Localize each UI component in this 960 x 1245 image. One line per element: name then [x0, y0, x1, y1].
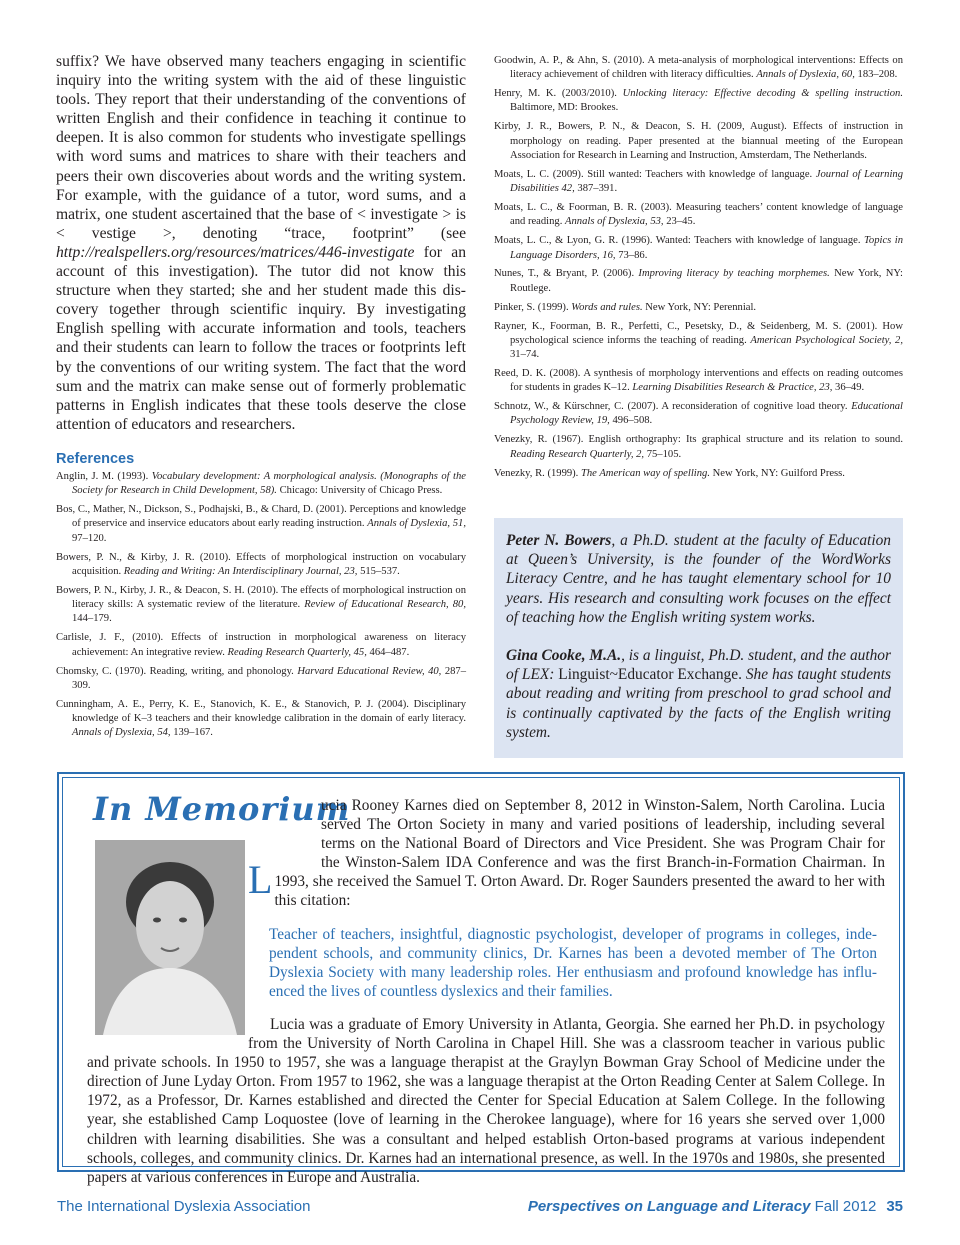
title-spacer: [87, 796, 321, 861]
award-citation-quote: Teacher of teachers, insightful, diagnostic psychologist, developer of programs in colleges, independent schools, and community clinics, Dr. Karnes has been a devoted member of The Orton Dyslexia Society with many leadership roles. Her enthusiasm and profound knowledge has influenced the lives of countless dyslexics and their families.: [269, 925, 877, 1000]
reference-item: Chomsky, C. (1970). Reading, writing, and phonology. Harvard Educational Review, 40, 287–309.: [56, 665, 467, 691]
memoriam-title: In Memorium: [93, 790, 351, 828]
reference-item: Carlisle, J. F., (2010). Effects of instruction in morphological awareness on literacy achievement: An integrative review. Reading Research Quarterly, 45, 464–487.: [56, 632, 466, 658]
author-name: Gina Cooke, M.A.: [506, 647, 622, 665]
page-number: 35: [886, 1198, 903, 1215]
investigation-url[interactable]: http://realspellers.org/resources/matrices/446-investigate: [56, 243, 415, 261]
article-body-text: [56, 52, 466, 434]
reference-item: Moats, L. C. (2009). Still wanted: Teachers with knowledge of language. Journal of Learning Disabilities 42, 387–391.: [494, 168, 904, 195]
memoriam-paragraph-2: Lucia was a graduate of Emory University in Atlanta, Georgia. She earned her Ph.D. in psychology from the University of North Carolina in Chapel Hill. She was a classroom teacher in various public and private schools. In 1950 to 1957, she was a language therapist at the Graylyn Bowman Gray School of Medicine under the direction of June Lyday Orton. From 1957 to 1962, she was a language therapist at the Orton Reading Center at Salem College. In 1972, as a Professor, Dr. Karnes established and directed the Center for Special Education at Salem College. In the following year, she established Camp Loquostee (love of learning in the Cherokee language), where for 16 years she served over 1,000 children with learning disabilities. She was a consultant and helped establish Orton-based programs at various independent schools, colleges, and community clinics. Dr. Karnes had an international presence, as well. In the 1970s and 1980s, she presented papers at various conferences in Europe and Australia.: [87, 1015, 885, 1186]
author-name: Peter N. Bowers: [506, 532, 612, 549]
footer-issue: Fall 2012: [814, 1198, 877, 1215]
drop-cap: L: [248, 857, 273, 902]
reference-item: Reed, D. K. (2008). A synthesis of morphology interventions and effects on reading outcomes for students in grades K–12. Learning Disabilities Research & Practice, 23, 36–49.: [494, 367, 903, 394]
in-memoriam-box: [57, 772, 905, 1186]
reference-item: Goodwin, A. P., & Ahn, S. (2010). A meta-analysis of morphological interventions: Effects on literacy achievement of children with literacy difficulties. Annals of Dyslexia, 60, 183–208.: [494, 55, 903, 81]
memoriam-paragraph-1: L ucia Rooney Karnes died on September 8, 2012 in Winston-Salem, North Carolina. Lucia served The Orton Society in many and varied positions of leadership, including several terms on the National Board of Directors and Vice President. She was Program Chair for the Winston-Salem IDA Conference and was the first Branch-in-Formation Chairman. In 1993, she received the Samuel T. Orton Award. Dr. Roger Saunders presented the award to her with this citation:: [248, 797, 885, 910]
references-list-left: [56, 470, 466, 745]
footer-publication: Perspectives on Language and Literacy: [527, 1198, 811, 1215]
reference-item: Anglin, J. M. (1993). Vocabulary development: A morphological analysis. (Monographs of the Society for Research in Child Development, 58). Chicago: University of Chicago Press.: [56, 471, 466, 497]
reference-item: Bowers, P. N., & Kirby, J. R. (2010). Effects of morphological instruction on vocabulary acquisition. Reading and Writing: An Interdisciplinary Journal, 23, 515–537.: [56, 551, 466, 577]
reference-item: Pinker, S. (1999). Words and rules. New York, NY: Perennial.: [494, 301, 757, 313]
reference-item: Schnotz, W., & Kürschner, C. (2007). A reconsideration of cognitive load theory. Educational Psychology Review, 19, 496–508.: [494, 401, 903, 427]
footer-organization: The International Dyslexia Association: [57, 1198, 311, 1215]
body-text-part2: for an account of this investigation). The tutor did not know this structure when they started; she and her student made this discovery together through scientific inquiry. By investigating English spelling with accurate information and tools, teachers and their students can learn to follow the traces or footprints left by the conventions of our writing system. The fact that the word sum and the matrix can make sense out of formerly problematic patterns in English indicates that these tools deserve the close attention of educators and researchers.: [56, 243, 466, 433]
reference-item: Venezky, R. (1967). English orthography: Its graphical structure and its relation to sound. Reading Research Quarterly, 2, 75–105.: [494, 434, 903, 460]
references-list-right: [494, 54, 903, 485]
body-text-part1: suffix? We have observed many teachers engaging in scientific inquiry into the writing system with the aid of these linguistic tools. They report that their understanding of the conventions of written English and their confidence in teaching it continue to deepen. It is also common for students who investigate spellings with word sums and matrices to share with their teachers and peers their own discoveries about words and the writing system. For example, with the guidance of a tutor, word sums, and a matrix, one student ascertained that the base of < investigate > is < vestige >, denoting “trace, footprint” (see: [56, 53, 466, 242]
memoriam-inner-border: [62, 777, 900, 1186]
reference-item: Cunningham, A. E., Perry, K. E., Stanovich, K. E., & Stanovich, P. J. (2004). Disciplinary knowledge of K–3 teachers and their knowledge calibration in the domain of early literacy. Annals of Dyslexia, 54, 139–167.: [56, 698, 466, 739]
reference-item: Rayner, K., Foorman, B. R., Perfetti, C., Pesetsky, D., & Seidenberg, M. S. (2001). How psychological science informs the teaching of reading. American Psychological Society, 2, 31–74.: [494, 320, 903, 361]
reference-item: Bowers, P. N., Kirby, J. R., & Deacon, S. H. (2010). The effects of morphological instruction on literacy skills: A systematic review of the literature. Review of Educational Research, 80, 144–179.: [56, 584, 466, 625]
author-bio-cooke: Gina Cooke, M.A., is a linguist, Ph.D. student, and the author of LEX: Linguist~Educator Exchange. She has taught students about reading and writing from preschool to grad school and is continually captivated by the facts of the English writing system.: [506, 647, 891, 741]
reference-item: Moats, L. C., & Foorman, B. R. (2003). Measuring teachers’ content knowledge of language and reading. Annals of Dyslexia, 53, 23–45.: [494, 202, 903, 228]
reference-item: Venezky, R. (1999). The American way of spelling. New York, NY: Guilford Press.: [494, 467, 845, 479]
references-heading: References: [56, 451, 135, 467]
photo-spacer: [87, 861, 248, 1046]
reference-item: Henry, M. K. (2003/2010). Unlocking literacy: Effective decoding & spelling instruction. Baltimore, MD: Brookes.: [494, 88, 903, 114]
reference-item: Kirby, J. R., Bowers, P. N., & Deacon, S. H. (2009, August). Effects of instruction in morphology on reading. Paper presented at the biannual meeting of the European Association for Research in Learning and Instruction, Amsterdam, The Netherlands.: [494, 121, 903, 161]
author-bio-bowers: Peter N. Bowers, a Ph.D. student at the faculty of Education at Queen’s University, is the founder of the WordWorks Literacy Centre, and he has taught elementary school for 10 years. His research and consulting work focuses on the effect of teaching how the English writing system works.: [506, 532, 892, 626]
reference-item: Nunes, T., & Bryant, P. (2006). Improving literacy by teaching morphemes. New York, NY: Routlege.: [494, 268, 903, 294]
reference-item: Moats, L. C., & Lyon, G. R. (1996). Wanted: Teachers with knowledge of language. Topics in Language Disorders, 16, 73–86.: [494, 235, 903, 261]
footer-publication-info: [528, 1198, 903, 1215]
reference-item: Bos, C., Mather, N., Dickson, S., Podhajski, B., & Chard, D. (2001). Perceptions and knowledge of preservice and inservice educators about early reading instruction. Annals of Dyslexia, 51, 97–120.: [56, 504, 466, 544]
memoriam-text: [87, 796, 885, 1187]
author-bio-box: [494, 518, 903, 758]
page-footer: [57, 1198, 903, 1220]
